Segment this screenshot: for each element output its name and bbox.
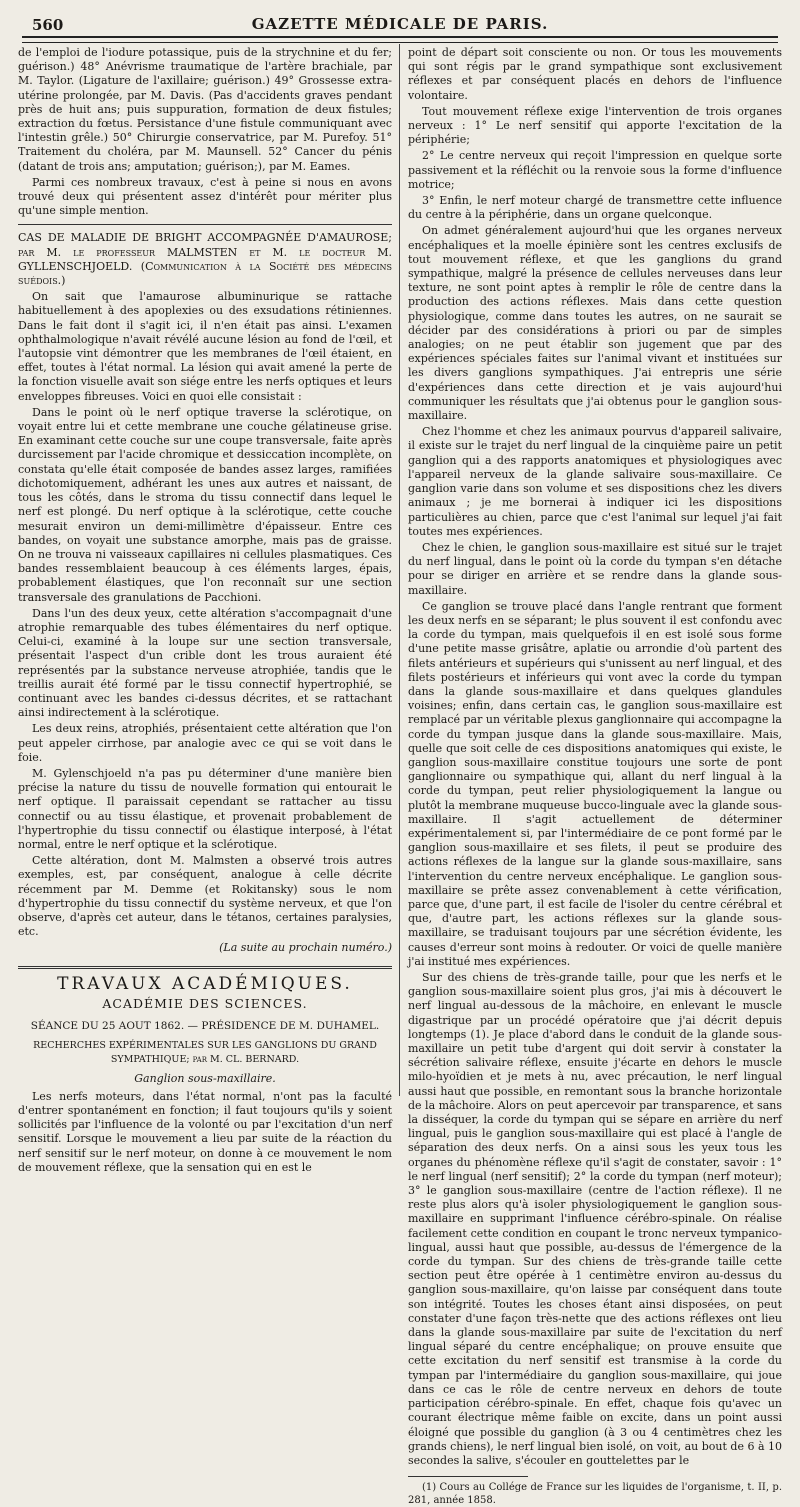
page-header xyxy=(24,10,776,36)
running-title: GAZETTE MÉDICALE DE PARIS. xyxy=(251,15,549,33)
research-title: RECHERCHES EXPÉRIMENTALES SUR LES GANGLIONS DU GRAND SYMPATHIQUE; par M. CL. BERNARD. xyxy=(33,1040,377,1066)
subtitle: Ganglion sous-maxillaire. xyxy=(134,1071,276,1085)
page-number: 560 xyxy=(32,16,64,34)
paragraph: Les deux reins, atrophiés, présentaient cette altération que l'on peut appeler cirrhose, par analogie avec ce qui se voit dans le foie. xyxy=(18,722,392,764)
paragraph: 3° Enfin, le nerf moteur chargé de transmettre cette influence du centre à la périphérie, dans un organe quelconque. xyxy=(408,194,782,222)
paragraph: 2° Le centre nerveux qui reçoit l'impression en quelque sorte passivement et la réfléchit ou la renvoie sous la forme d'influence motrice; xyxy=(408,149,782,191)
paragraph: Les nerfs moteurs, dans l'état normal, n'ont pas la faculté d'entrer spontanément en fonction; il faut toujours qu'ils y soient sollicités par l'influence de la volonté ou par l'excitation d'un nerf sensitif. Lorsque le mouvement a lieu par suite de la réaction du nerf sensitif sur le nerf moteur, on donne à ce mouvement le nom de mouvement réflexe, que la sensation qui en est le xyxy=(18,1089,392,1174)
divider xyxy=(18,224,392,225)
paragraph: Dans le point où le nerf optique traverse la sclérotique, on voyait entre lui et cette membrane une couche gélatineuse grise. En examinant cette couche sur une coupe transversale, faite après durcissement par l'acide chromique et dessiccation incomplète, on constata qu'elle était composée de bandes assez larges, ramifiées dichotomiquement, adhérant les unes aux autres et naissant, de tous les côtés, dans le stroma du tissu connectif dans lequel le nerf est plongé. Du nerf optique à la sclérotique, cette couche mesurait environ un demi-millimètre d'épaisseur. Entre ces bandes, on voyait une substance amorphe, mais pas de graisse. On ne trouva ni vaisseaux capillaires ni cellules plasmatiques. Ces bandes ressemblaient beaucoup à ces éléments larges, épais, probablement élastiques, que l'on reconnaît sur une section transversale des granulations de Pacchioni. xyxy=(18,405,392,604)
header-rule xyxy=(22,36,778,43)
paragraph: Sur des chiens de très-grande taille, pour que les nerfs et le ganglion sous-maxillaire soient plus gros, j'ai mis à découvert le nerf lingual au-dessous de la mâchoire, en enlevant le muscle digastrique par un procédé opératoire que j'ai décrit depuis longtemps (1). Je place d'abord dans le conduit de la glande sous-maxillaire un petit tube d'argent qui doit servir à constater la sécrétion salivaire réflexe, ensuite j'écarte en dehors le muscle milo-hyoïdien et je mets à nu, avec précaution, le nerf lingual aussi haut que possible, en remontant sous la branche horizontale de la mâchoire. Alors on peut apercevoir par transparence, et sans la disséquer, la corde du tympan qui se sépare en arrière du nerf lingual, puis le ganglion sous-maxillaire qui est placé à l'angle de séparation des deux nerfs. On a ainsi sous les yeux tous les organes du phénomène réflexe qu'il s'agit de constater, savoir : 1° le nerf lingual (nerf sensitif); 2° la corde du tympan (nerf moteur); 3° le ganglion sous-maxillaire (centre de l'action réflexe). Il ne reste plus alors qu'à isoler physiologiquement le ganglion sous-maxillaire en supprimant l'influence cérébro-spinale. On réalise facilement cette condition en coupant le tronc nerveux tympanico-lingual, aussi haut que possible, au-dessus de l'émergence de la corde du tympan. Sur des chiens de très-grande taille cette section peut être opérée à 1 centimètre environ au-dessus du ganglion sous-maxillaire, qu'on laisse par conséquent dans toute son intégrité. Toutes les choses étant ainsi disposées, on peut constater d'une façon très-nette que des actions réflexes ont lieu dans la glande sous-maxillaire par suite de l'excitation du nerf lingual séparé du centre encéphalique; on prouve ensuite que cette excitation du nerf sensitif est transmise à la corde du tympan par l'intermédiaire du ganglion sous-maxillaire, qui joue dans ce cas le rôle de centre nerveux en dehors de toute participation cérébro-spinale. En effet, chaque fois qu'avec un courant électrique même faible on excite, dans un point aussi éloigné que possible du ganglion (à 3 ou 4 centimètres chez les grands chiens), le nerf lingual bien isolé, on voit, au bout de 6 à 10 secondes la salive, s'écouler en gouttelettes par le xyxy=(408,971,783,1467)
academy-heading: ACADÉMIE DES SCIENCES. xyxy=(102,995,308,1011)
paragraph: Ce ganglion se trouve placé dans l'angle rentrant que forment les deux nerfs en se séparant; le plus souvent il est confondu avec la corde du tympan, mais quelquefois il en est isolé sous forme d'une petite masse grisâtre, aplatie ou arrondie d'où partent des filets antérieurs et supérieurs qui s'unissent au nerf lingual, et des filets postérieurs et inférieurs qui vont avec la corde du tympan dans la glande sous-maxillaire et dans quelques glandules voisines; enfin, dans certain cas, le ganglion sous-maxillaire est remplacé par un véritable plexus ganglionnaire qui accompagne la corde du tympan jusque dans la glande sous-maxillaire. Mais, quelle que soit celle de ces dispositions anatomiques qui existe, le ganglion sous-maxillaire constitue toujours une sorte de pont ganglionnaire ou sympathique qui, allant du nerf lingual à la corde du tympan, peut relier physiologiquement la langue ou plutôt la membrane muqueuse bucco-linguale avec la glande sous-maxillaire. Il s'agit actuellement de déterminer expérimentalement si, par l'intermédiaire de ce pont formé par le ganglion sous-maxillaire et ses filets, il peut se produire des actions réflexes de la langue sur la glande sous-maxillaire, sans l'intervention du centre nerveux encéphalique. Le ganglion sous-maxillaire se prête assez convenablement à cette vérification, parce que, d'une part, il est facile de l'isoler du centre cérébral et que, d'autre part, les actions réflexes sur la glande sous-maxillaire, se traduisant toujours par une sécrétion évidente, les causes d'erreur sont moins à redouter. Or voici de quelle manière j'ai institué mes expériences. xyxy=(408,599,782,968)
paragraph: Parmi ces nombreux travaux, c'est à peine si nous en avons trouvé deux qui présentent assez d'intérêt pour mériter plus qu'une simple mention. xyxy=(18,175,392,218)
footnote-rule xyxy=(408,1476,528,1477)
footnote: (1) Cours au Collége de France sur les liquides de l'organisme, t. II, p. 281, année 1858. xyxy=(408,1482,782,1507)
paragraph: M. Gylenschjoeld n'a pas pu déterminer d'une manière bien précise la nature du tissu de nouvelle formation qui entourait le nerf optique. Il paraissait cependant se rattacher au tissu connectif ou au tissu élastique, et provenait probablement de l'hypertrophie du tissu connectif ou élastique interposé, à l'état normal, entre le nerf optique et la sclérotique. xyxy=(18,766,392,851)
paragraph: Cette altération, dont M. Malmsten a observé trois autres exemples, est, par conséquent, analogue à celle décrite récemment par M. Demme (et Rokitansky) sous le nom d'hypertrophie du tissu connectif du système nerveux, et que l'on observe, d'après cet auteur, dans le tétanos, certaines paralysies, etc. xyxy=(18,854,392,939)
paragraph: Tout mouvement réflexe exige l'intervention de trois organes nerveux : 1° Le nerf sensitif qui apporte l'excitation de la périphérie; xyxy=(408,104,782,147)
paragraph: On admet généralement aujourd'hui que les organes nerveux encéphaliques et la moelle épinière sont les centres exclusifs de tout mouvement réflexe, et que les ganglions du grand sympathique, malgré la présence de cellules nerveuses dans leur texture, ne sont point aptes à remplir le rôle de centre dans la production des actions réflexes. Mais dans cette question physiologique, comme dans toutes les autres, on ne saurait se décider par des considérations à priori ou par de simples analogies; on ne peut établir son jugement que par des expériences spéciales faites sur l'animal vivant et instituées sur les divers ganglions sympathiques. J'ai entrepris une série d'expériences dans cette direction et je vais aujourd'hui communiquer les résultats que j'ai obtenus pour le ganglion sous-maxillaire. xyxy=(408,224,782,423)
seance-line: SÉANCE DU 25 AOUT 1862. — PRÉSIDENCE DE M. DUHAMEL. xyxy=(30,1020,380,1032)
paragraph: Chez l'homme et chez les animaux pourvus d'appareil salivaire, il existe sur le trajet du nerf lingual de la cinquième paire un petit ganglion qui a des rapports anatomiques et physiologiques avec l'appareil nerveux de la glande salivaire sous-maxillaire. Ce ganglion varie dans son volume et ses dispositions chez les divers animaux ; je me bornerai à indiquer ici les dispositions particulières au chien, parce que c'est l'animal sur lequel j'ai fait toutes mes expériences. xyxy=(408,425,782,538)
section-divider xyxy=(18,966,392,969)
to-be-continued: (La suite au prochain numéro.) xyxy=(219,941,392,955)
paragraph: On sait que l'amaurose albuminurique se rattache habituellement à des apoplexies ou des exsudations rétiniennes. Dans le fait dont il s'agit ici, il n'en était pas ainsi. L'examen ophthalmologique n'avait révélé aucune lésion au fond de l'œil, et l'autopsie vint démontrer que les membranes de l'œil étaient, en effet, toutes à l'état normal. La lésion qui avait amené la perte de la fonction visuelle avait son siége entre les nerfs optiques et leurs enveloppes fibreuses. Voici en quoi elle consistait : xyxy=(18,290,392,403)
left-column xyxy=(18,46,392,1174)
paragraph: Dans l'un des deux yeux, cette altération s'accompagnait d'une atrophie remarquable des tubes élémentaires du nerf optique. Celui-ci, examiné à la loupe sur une section transversale, présentait l'aspect d'un crible dont les trous auraient été représentés par la substance nerveuse atrophiée, tandis que le treillis aurait été formé par le tissu connectif hypertrophié, se continuant avec les bandes ci-dessus décrites, et se rattachant ainsi indirectement à la sclérotique. xyxy=(18,606,392,720)
case-title: CAS DE MALADIE DE BRIGHT ACCOMPAGNÉE D'AMAUROSE; par M. le professeur MALMSTEN et M. le docteur M. GYLLENSCHJOELD. (Communication à la Société des médecins suédois.) xyxy=(18,231,392,288)
section-title: TRAVAUX ACADÉMIQUES. xyxy=(57,973,353,994)
column-divider xyxy=(399,44,400,1096)
paragraph: point de départ soit consciente ou non. Or tous les mouvements qui sont régis par le grand sympathique sont exclusivement réflexes et par conséquent placés en dehors de l'influence volontaire. xyxy=(408,46,782,102)
paragraph: de l'emploi de l'iodure potassique, puis de la strychnine et du fer; guérison.) 48° Anévrisme traumatique de l'artère brachiale, par M. Taylor. (Ligature de l'axillaire; guérison.) 49° Grossesse extra-utérine prolongée, par M. Davis. (Pas d'accidents graves pendant près de huit ans; puis suppuration, formation de deux fistules; extraction du fœtus. Persistance d'une fistule communiquant avec l'intestin grêle.) 50° Chirurgie conservatrice, par M. Purefoy. 51° Traitement du choléra, par M. Maunsell. 52° Cancer du pénis (datant de trois ans; amputation; guérison;), par M. Eames. xyxy=(18,46,392,173)
paragraph: Chez le chien, le ganglion sous-maxillaire est situé sur le trajet du nerf lingual, dans le point où la corde du tympan s'en détache pour se diriger en arrière et se rendre dans la glande sous-maxillaire. xyxy=(408,540,782,597)
right-column xyxy=(408,46,783,1507)
